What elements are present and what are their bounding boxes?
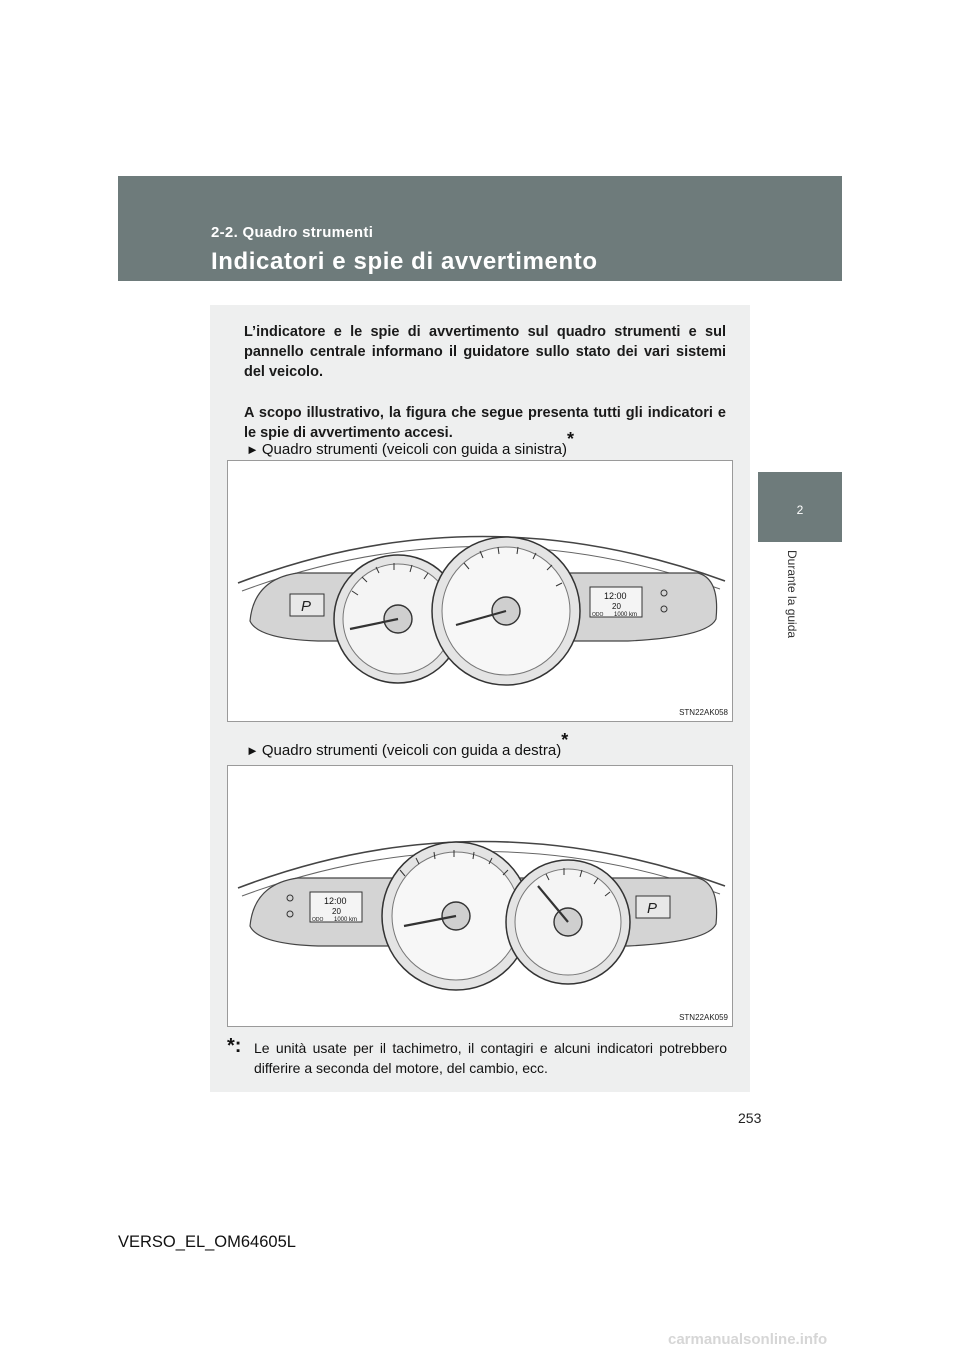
footnote-marker: *: [561, 730, 569, 750]
clock-readout-lhd: 12:00: [604, 591, 627, 601]
chapter-number: 2: [796, 503, 804, 517]
odo-value-lhd: 1000 km: [614, 612, 638, 618]
chapter-tab: [758, 472, 842, 542]
chapter-label-text: Durante la guida: [785, 550, 799, 639]
figure-code-lhd: STN22AK058: [679, 708, 728, 717]
section-heading-lhd: [246, 429, 575, 458]
section-heading-rhd: [246, 730, 569, 759]
page-title: Indicatori e spie di avvertimento: [211, 248, 598, 275]
intro-paragraph-1: L’indicatore e le spie di avvertimento sul quadro strumenti e sul pannello centrale informano il guidatore sullo stato dei vari sistemi del veicolo.: [244, 324, 726, 380]
cluster-figure-rhd: [227, 765, 733, 1027]
section-number-title: 2-2. Quadro strumenti: [211, 224, 374, 241]
odo-label-lhd: ODO: [592, 612, 604, 618]
intro-paragraph-2: A scopo illustrativo, la figura che segue presenta tutti gli indicatori e le spie di avvertimento accesi.: [244, 405, 726, 441]
svg-text:P: P: [301, 598, 312, 615]
temp-readout-rhd: 20: [332, 907, 341, 916]
document-code: VERSO_EL_OM64605L: [118, 1233, 296, 1251]
odo-label-rhd: ODO: [312, 917, 324, 923]
footnote-marker: *: [567, 429, 575, 449]
watermark: carmanualsonline.info: [668, 1331, 828, 1348]
cluster-figure-lhd: [227, 460, 733, 722]
footnote-text: Le unità usate per il tachimetro, il contagiri e alcuni indicatori potrebbero differire a seconda del motore, del cambio, ecc.: [254, 1040, 727, 1076]
figure-code-rhd: STN22AK059: [679, 1013, 728, 1022]
svg-text:P: P: [647, 900, 658, 917]
section-heading-rhd-text: Quadro strumenti (veicoli con guida a destra): [261, 742, 562, 759]
chapter-label: [785, 550, 803, 660]
footnote-star: *:: [227, 1035, 242, 1057]
section-header: [118, 176, 842, 281]
clock-readout-rhd: 12:00: [324, 896, 347, 906]
odo-value-rhd: 1000 km: [334, 917, 358, 923]
section-heading-lhd-text: Quadro strumenti (veicoli con guida a sinistra): [261, 441, 568, 458]
cluster-illustration-lhd: [228, 461, 732, 721]
triangle-bullet-icon: ►: [246, 743, 259, 758]
page-number: 253: [738, 1110, 762, 1126]
content-panel: [210, 305, 750, 1092]
cluster-illustration-rhd: [228, 766, 732, 1026]
temp-readout-lhd: 20: [612, 602, 621, 611]
triangle-bullet-icon: ►: [246, 442, 259, 457]
